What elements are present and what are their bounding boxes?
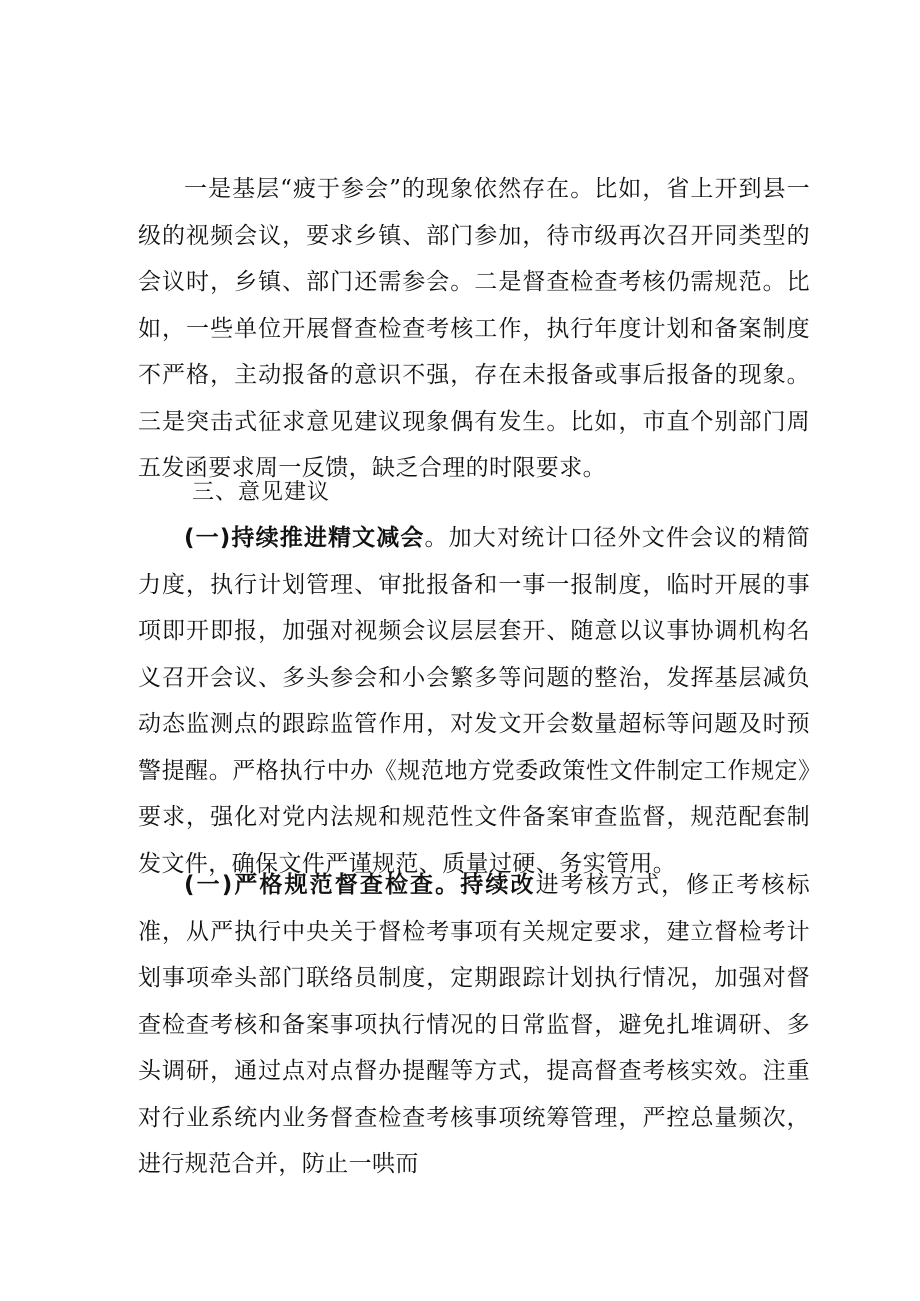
item-1-body: 。加大对统计口径外文件会议的精简力度，执行计划管理、审批报备和一事一报制度，临时开展的事项即开即报，加强对视频会议层层套开、随意以议事协调机构名义召开会议、多头参会和小会繁多等问题的整治，发挥基层减负动态监测点的跟踪监管作用，对发文开会数量超标等问题及时预警提醒。严格执行中办《规范地方党委政策性文件制定工作规定》要求，强化对党内法规和规范性文件备案审查监督，规范配套制发文件，确保文件严谨规范、质量过硬、务实管用。 bbox=[138, 525, 810, 877]
item-2-title: (一)严格规范督查检查。持续改 bbox=[184, 872, 536, 898]
paragraph-item-2 bbox=[138, 862, 810, 1188]
item-2-body: 进考核方式，修正考核标准，从严执行中央关于督检考事项有关规定要求，建立督检考计划事项牵头部门联络员制度，定期跟踪计划执行情况，加强对督查检查考核和备案事项执行情况的日常监督，避免扎堆调研、多头调研，通过点对点督办提醒等方式，提高督查考核实效。注重对行业系统内业务督查检查考核事项统筹管理，严控总量频次，进行规范合并，防止一哄而 bbox=[138, 872, 810, 1177]
section-heading: 三、意见建议 bbox=[192, 480, 331, 505]
paragraph-item-1 bbox=[138, 515, 810, 887]
paragraph-problems: 一是基层“疲于参会”的现象依然存在。比如，省上开到县一级的视频会议，要求乡镇、部门参加，待市级再次召开同类型的会议时，乡镇、部门还需参会。二是督查检查考核仍需规范。比如，一些单位开展督查检查考核工作，执行年度计划和备案制度不严格，主动报备的意识不强，存在未报备或事后报备的现象。三是突击式征求意见建议现象偶有发生。比如，市直个别部门周五发函要求周一反馈，缺乏合理的时限要求。 bbox=[138, 176, 810, 481]
item-1-title: (一)持续推进精文减会 bbox=[184, 525, 425, 551]
